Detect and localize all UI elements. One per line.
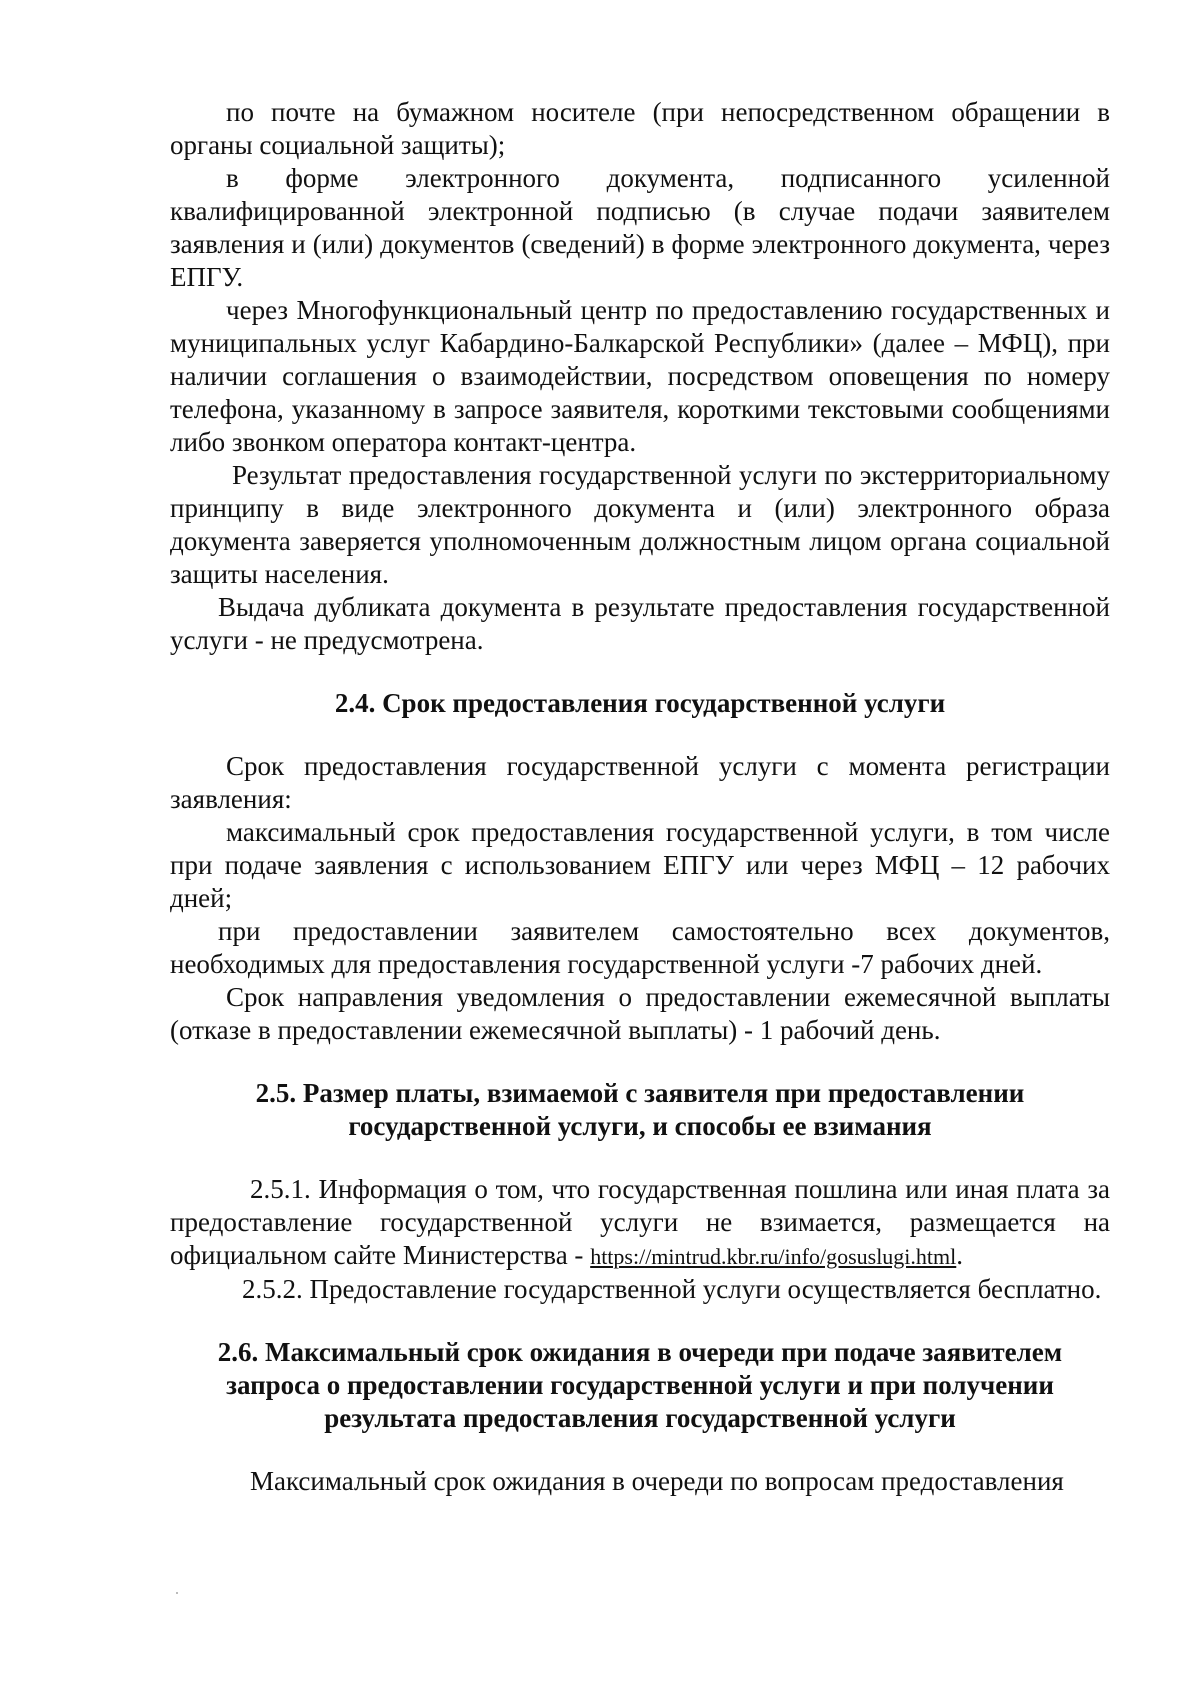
section-heading-2-5-line2: государственной услуги, и способы ее взимания (348, 1111, 932, 1141)
paragraph-mfc: через Многофункциональный центр по предоставлению государственных и муниципальных услуг Кабардино-Балкарской Республики» (далее – МФЦ), при наличии соглашения о взаимодействии, посредством оповещения по номеру телефона, указанному в запросе заявителя, короткими текстовыми сообщениями либо звонком оператора контакт-центра. (170, 295, 1110, 457)
paragraph-term-from-registration: Срок предоставления государственной услуги с момента регистрации заявления: (170, 751, 1110, 814)
section-heading-2-6-line2: запроса о предоставлении государственной услуги и при получении (226, 1370, 1054, 1400)
document-page (170, 96, 1110, 1498)
paragraph-queue-wait: Максимальный срок ожидания в очереди по вопросам предоставления (250, 1466, 1064, 1496)
paragraph-max-term: максимальный срок предоставления государственной услуги, в том числе при подаче заявления с использованием ЕПГУ или через МФЦ – 12 рабочих дней; (170, 817, 1110, 913)
paragraph-electronic-document: в форме электронного документа, подписанного усиленной квалифицированной электронной подписью (в случае подачи заявителем заявления и (или) документов (сведений) в форме электронного документа, через ЕПГУ. (170, 163, 1110, 292)
section-heading-2-6-line3: результата предоставления государственной услуги (324, 1403, 956, 1433)
paragraph-by-mail: по почте на бумажном носителе (при непосредственном обращении в органы социальной защиты); (170, 97, 1110, 160)
section-heading-2-6 (170, 1336, 1110, 1435)
paragraph-result-extraterritorial: Результат предоставления государственной услуги по экстерриториальному принципу в виде электронного документа и (или) электронного образа документа заверяется уполномоченным должностным лицом органа социальной защиты населения. (170, 460, 1110, 589)
paragraph-duplicate: Выдача дубликата документа в результате предоставления государственной услуги - не предусмотрена. (170, 592, 1110, 655)
section-heading-2-5 (170, 1077, 1110, 1143)
section-heading-2-4: 2.4. Срок предоставления государственной услуги (334, 688, 946, 718)
section-heading-2-6-line1: 2.6. Максимальный срок ожидания в очереди при подаче заявителем (217, 1337, 1063, 1367)
section-heading-2-5-line1: 2.5. Размер платы, взимаемой с заявителя при предоставлении (255, 1078, 1025, 1108)
ministry-site-link[interactable]: https://mintrud.kbr.ru/info/gosuslugi.html (590, 1244, 957, 1269)
paragraph-2-5-1-text: 2.5.1. Информация о том, что государственная пошлина или иная плата за предоставление государственной услуги не взимается, размещается на официальном сайте Министерства - (170, 1174, 1110, 1270)
paragraph-2-5-2: 2.5.2. Предоставление государственной услуги осуществляется бесплатно. (242, 1274, 1102, 1304)
paragraph-2-5-1-end: . (956, 1240, 964, 1270)
paragraph-2-5-1 (170, 1173, 1110, 1273)
paragraph-self-submission: при предоставлении заявителем самостоятельно всех документов, необходимых для предоставления государственной услуги -7 рабочих дней. (170, 916, 1110, 979)
paragraph-notification-term: Срок направления уведомления о предоставлении ежемесячной выплаты (отказе в предоставлении ежемесячной выплаты) - 1 рабочий день. (170, 982, 1110, 1045)
scan-speck (176, 1592, 178, 1594)
